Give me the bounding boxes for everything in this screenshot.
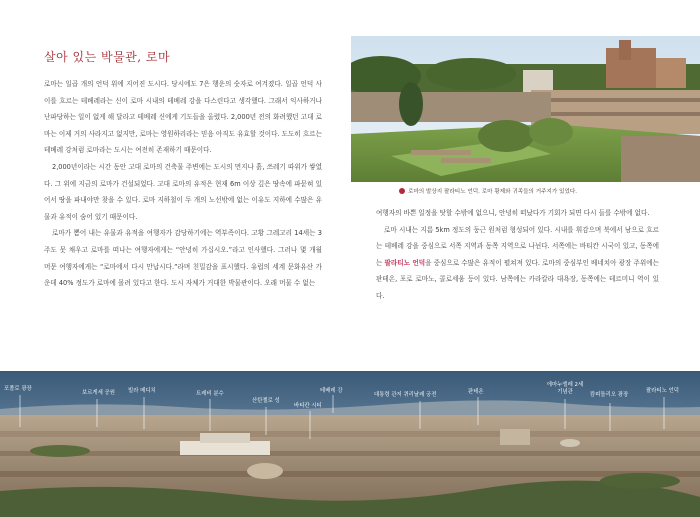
paragraph: 여행자의 바쁜 일정을 탓할 수밖에 없으니, 안녕히 떠났다가 기회가 되면 다시 들를 수밖에 없다. [376, 209, 650, 217]
palatine-hill-photo [351, 36, 700, 182]
right-column [376, 205, 659, 305]
paragraph: 2,000년이라는 시간 동안 고대 로마의 건축물 주변에는 도시의 먼지나 흙, 쓰레기 따위가 쌓였다. 그 위에 지금의 로마가 건설되었다. 고대 로마의 유적은 현재 6m 이상 깊은 땅속에 파묻혀 있어서 땅을 파내야만 찾을 수 있다. 로마 지하철이 두 개의 노선밖에 없는 이유도 지하에 수많은 유물과 유적이 숨어 있기 때문이다. [44, 162, 322, 221]
paragraph [376, 222, 659, 305]
pano-label-popolo: 포폴로 광장 [4, 386, 32, 392]
caption-bullet-icon [399, 188, 405, 194]
paragraph: 로마가 뽐어 내는 유물과 유적을 여행자가 감당하기에는 역부족이다. 고황 그레고리 14세는 3주도 못 채우고 로마를 떠나는 여행자에게는 “안녕히 가십시오.”라고 인사했다. 그러나 몇 개월 머문 여행자에게는 “로마에서 다시 만납시다.”라며 친밀감을 표시했다. 유럽의 세계 문화유산 가운데 40% 정도가 로마에 몰려 있다고 한다. 도시 자체가 거대한 박물관이다. 오래 머물 수 없는 [44, 229, 322, 288]
left-column [44, 76, 322, 292]
pano-label-santangelo: 산탄젤로 성 [252, 398, 280, 404]
pano-label-tevere: 테베레 강 [320, 388, 343, 394]
page-heading: 살아 있는 박물관, 로마 [44, 50, 171, 64]
pano-label-palatino: 팔라티노 언덕 [646, 388, 679, 394]
pano-label-medici: 빌라 메디치 [128, 388, 156, 394]
photo-caption: 로마의 발상지 팔라티노 언덕. 로마 황제와 귀족들의 거주지가 있었다. [408, 189, 578, 195]
highlight-palatine: 팔라티노 언덕 [384, 258, 426, 267]
pano-label-campidoglio: 캄피돌리오 광장 [590, 392, 629, 398]
pano-label-vatican: 바티칸 시티 [294, 403, 322, 409]
pano-label-vittoriano: 에마누엘레 2세 기념관 [546, 382, 584, 395]
paragraph-text: 로마 시내는 지름 5km 정도의 둥근 원처럼 형성되어 있다. 시내를 휘감으며 북에서 남으로 흐르는 테베레 강을 중심으로 서쪽 지역과 동쪽 지역으로 나뉜다. 서쪽에는 바티칸 시국이 있고, 동쪽에는 [376, 225, 659, 267]
paragraph: 로마는 일곱 개의 언덕 위에 지어진 도시다. 당시에도 7은 행운의 숫자로 여겨졌다. 일곱 언덕 사이를 흐르는 테베레라는 신이 로마 시내의 테베레 강을 다스린다고 생각했다. 그래서 익사하거나 난파당하는 일이 없게 해 달라고 테베레 신에게 기도들을 올렸다. 2,000년 전의 화려했던 고대 로마는 이제 거의 사라지고 없지만, 로마는 영원하리라는 믿음 아직도 유효할 것이다. 도도히 흐르는 테베레 강처럼 로마라는 도시는 여전히 존재하기 때문이다. [44, 80, 322, 155]
pano-label-trevi: 트레비 분수 [196, 391, 224, 397]
paragraph-text: 을 중심으로 수많은 유적이 펼쳐져 있다. 로마의 중심부인 베네치아 광장 주위에는 판테온, 포로 로마노, 콜로세움 등이 있다. 남쪽에는 카라칼라 대욕장, 동쪽에는 테르미니 역이 있다. [376, 258, 659, 300]
pano-label-pantheon: 판테온 [468, 389, 484, 395]
pano-label-borghese: 보르게세 공원 [82, 390, 115, 396]
pano-label-quirinale: 대통령 관저 퀴리날레 궁전 [374, 392, 437, 398]
